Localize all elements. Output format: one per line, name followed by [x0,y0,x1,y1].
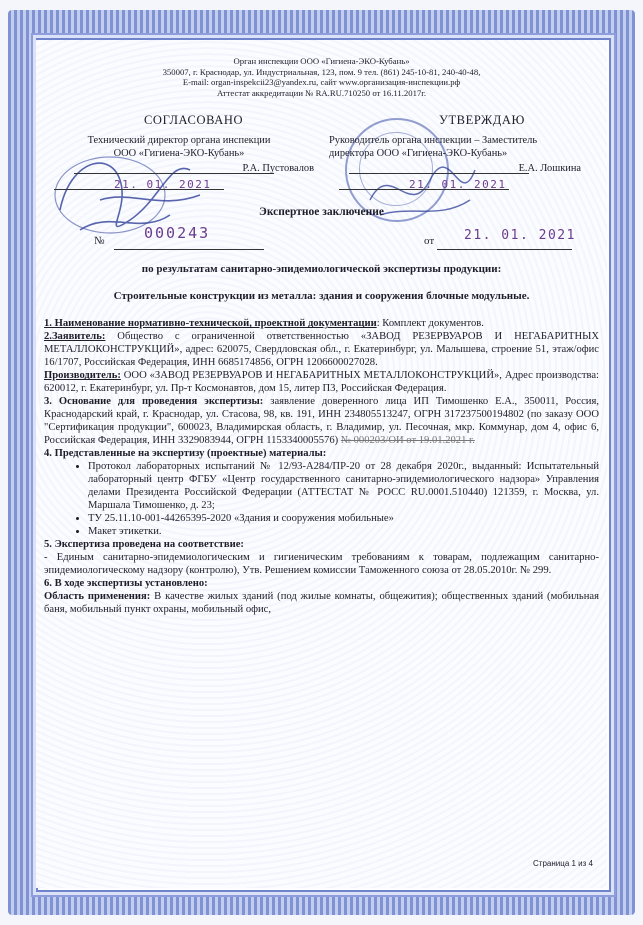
issuer-address: 350007, г. Краснодар, ул. Индустриальная, 123, пом. 9 тел. (861) 245-10-81, 240-40-48, [162,66,481,77]
document-body [44,317,599,616]
section-2-manufacturer [44,369,599,395]
approved-date: 21. 01. 2021 [409,178,507,192]
section-3 [44,395,599,447]
manufacturer-label: Производитель: [44,370,121,382]
section-3-text: заявление доверенного лица ИП Тимошенко Е.А., 350011, Россия, Краснодарский край, г. Краснодар, ул. Стасова, 98, кв. 191, ИНН 234805513247, ОГРН 317237500194802 (по заказу ООО "Сертификация продукции", 600023, Владимирская область, г. Владимир, ул. Песочная, мкр. Коммунар, дом 4, офис 6, Российская Федерация, ИНН 3329083944, ОГРН 1153340005576) [44,396,600,447]
agreed-name: Р.А. Пустовалов [242,163,314,175]
section-3-label: 3. Основание для проведения экспертизы: [44,396,264,408]
section-1-label: 1. Наименование нормативно-технической, проектной документации [44,318,377,330]
number-row [44,223,599,253]
document-subtitle: по результатам санитарно-эпидемиологической экспертизы продукции: [141,263,502,276]
approved-signature-line [329,162,599,175]
agreed-title: СОГЛАСОВАНО [144,113,244,128]
approved-role-2: директора ООО «Гигиена-ЭКО-Кубань» [329,147,508,159]
document-date: 21. 01. 2021 [464,228,576,244]
materials-list [44,460,599,538]
issuer-contacts: E-mail: organ-inspekcii23@yandex.ru, сайт www.организация-инспекции.рф [182,77,461,88]
section-4-label: 4. Представленные на экспертизу (проектные) материалы: [44,448,327,460]
agreed-signature-line [44,162,314,175]
section-1-text: : Комплект документов. [376,318,484,330]
section-5-text: - Единым санитарно-эпидемиологическим и гигиеническим требованиям к товарам, подлежащим санитарно-эпидемиологическому надзору (контролю), Утв. Решением комиссии Таможенного союза от 28.05.2010г. № 299. [44,552,599,577]
list-item: • Протокол лабораторных испытаний № 12/93-А284/ПР-20 от 28 декабря 2020г., выданный: Испытательный лабораторный центр ФГБУ «Центр государственного санитарно-эпидемиологического надзора» Управления делами Президента Российской Федерации (АТТЕСТАТ № РОСС RU.0001.510440) 121359, г. Москва, ул. Маршала Тимошенко, д. 23; [88,460,599,512]
agreed-column [44,108,314,191]
approved-column [329,108,599,191]
number-label: № [94,235,105,248]
document-number: 000243 [144,224,211,243]
section-6-label: 6. В ходе экспертизы установлено: [44,578,208,590]
approved-date-line [329,177,599,191]
document-content [44,48,599,878]
list-item: • Макет этикетки. [88,525,599,538]
issuer-accreditation: Аттестат аккредитации № RA.RU.710250 от 16.11.2017г. [216,87,427,98]
approval-block [44,108,599,196]
approved-role-1: Руководитель органа инспекции – Заместитель [329,135,538,147]
approved-name: Е.А. Лошкина [518,163,581,175]
from-label: от [424,235,435,248]
list-item: • ТУ 25.11.10-001-44265395-2020 «Здания и сооружения мобильные» [88,512,599,525]
section-2-label: 2.Заявитель: [44,331,106,343]
section-6-scope [44,590,599,616]
scope-text: В качестве жилых зданий (под жилые комнаты, общежития); общественных зданий (мобильная баня, мобильный пункт охраны, мобильный офис, [44,591,599,616]
section-1 [44,317,599,330]
section-3-struck-text: № 000203/ОИ от 19.01.2021 г. [340,435,475,447]
agreed-date-line [44,177,314,191]
approved-title: УТВЕРЖДАЮ [439,113,525,128]
page-number: Страница 1 из 4 [533,859,593,868]
section-2-text: Общество с ограниченной ответственностью «ЗАВОД РЕЗЕРВУАРОВ И НЕГАБАРИТНЫХ МЕТАЛЛОКОНСТРУКЦИЙ», адрес: 620075, Свердловская обл., г. Екатеринбург, ул. Малышева, строение 51, этаж/офис 16/1707, Российская Федерация, ИНН 6685174856, ОГРН 1206600027028. [44,331,599,369]
issuer-name: Орган инспекции ООО «Гигиена-ЭКО-Кубань» [233,56,410,66]
agreed-date: 21. 01. 2021 [114,178,212,192]
section-6 [44,577,599,590]
manufacturer-text: ООО «ЗАВОД РЕЗЕРВУАРОВ И НЕГАБАРИТНЫХ МЕТАЛЛОКОНСТРУКЦИЙ», Адрес производства: 620012, г. Екатеринбург, ул. Пр-т Космонавтов, дом 15, литер П3, Российская Федерация. [44,370,599,395]
issuer-header [44,56,599,98]
section-5-label: 5. Экспертиза проведена на соответствие: [44,539,244,551]
section-2 [44,330,599,369]
section-4 [44,447,599,460]
agreed-role-1: Технический директор органа инспекции [87,135,271,147]
product-name: Строительные конструкции из металла: здания и сооружения блочные модульные. [113,290,530,303]
scope-label: Область применения: [44,591,151,603]
document-title: Экспертное заключение [259,206,384,219]
agreed-role-2: ООО «Гигиена-ЭКО-Кубань» [113,147,245,159]
section-5 [44,538,599,551]
